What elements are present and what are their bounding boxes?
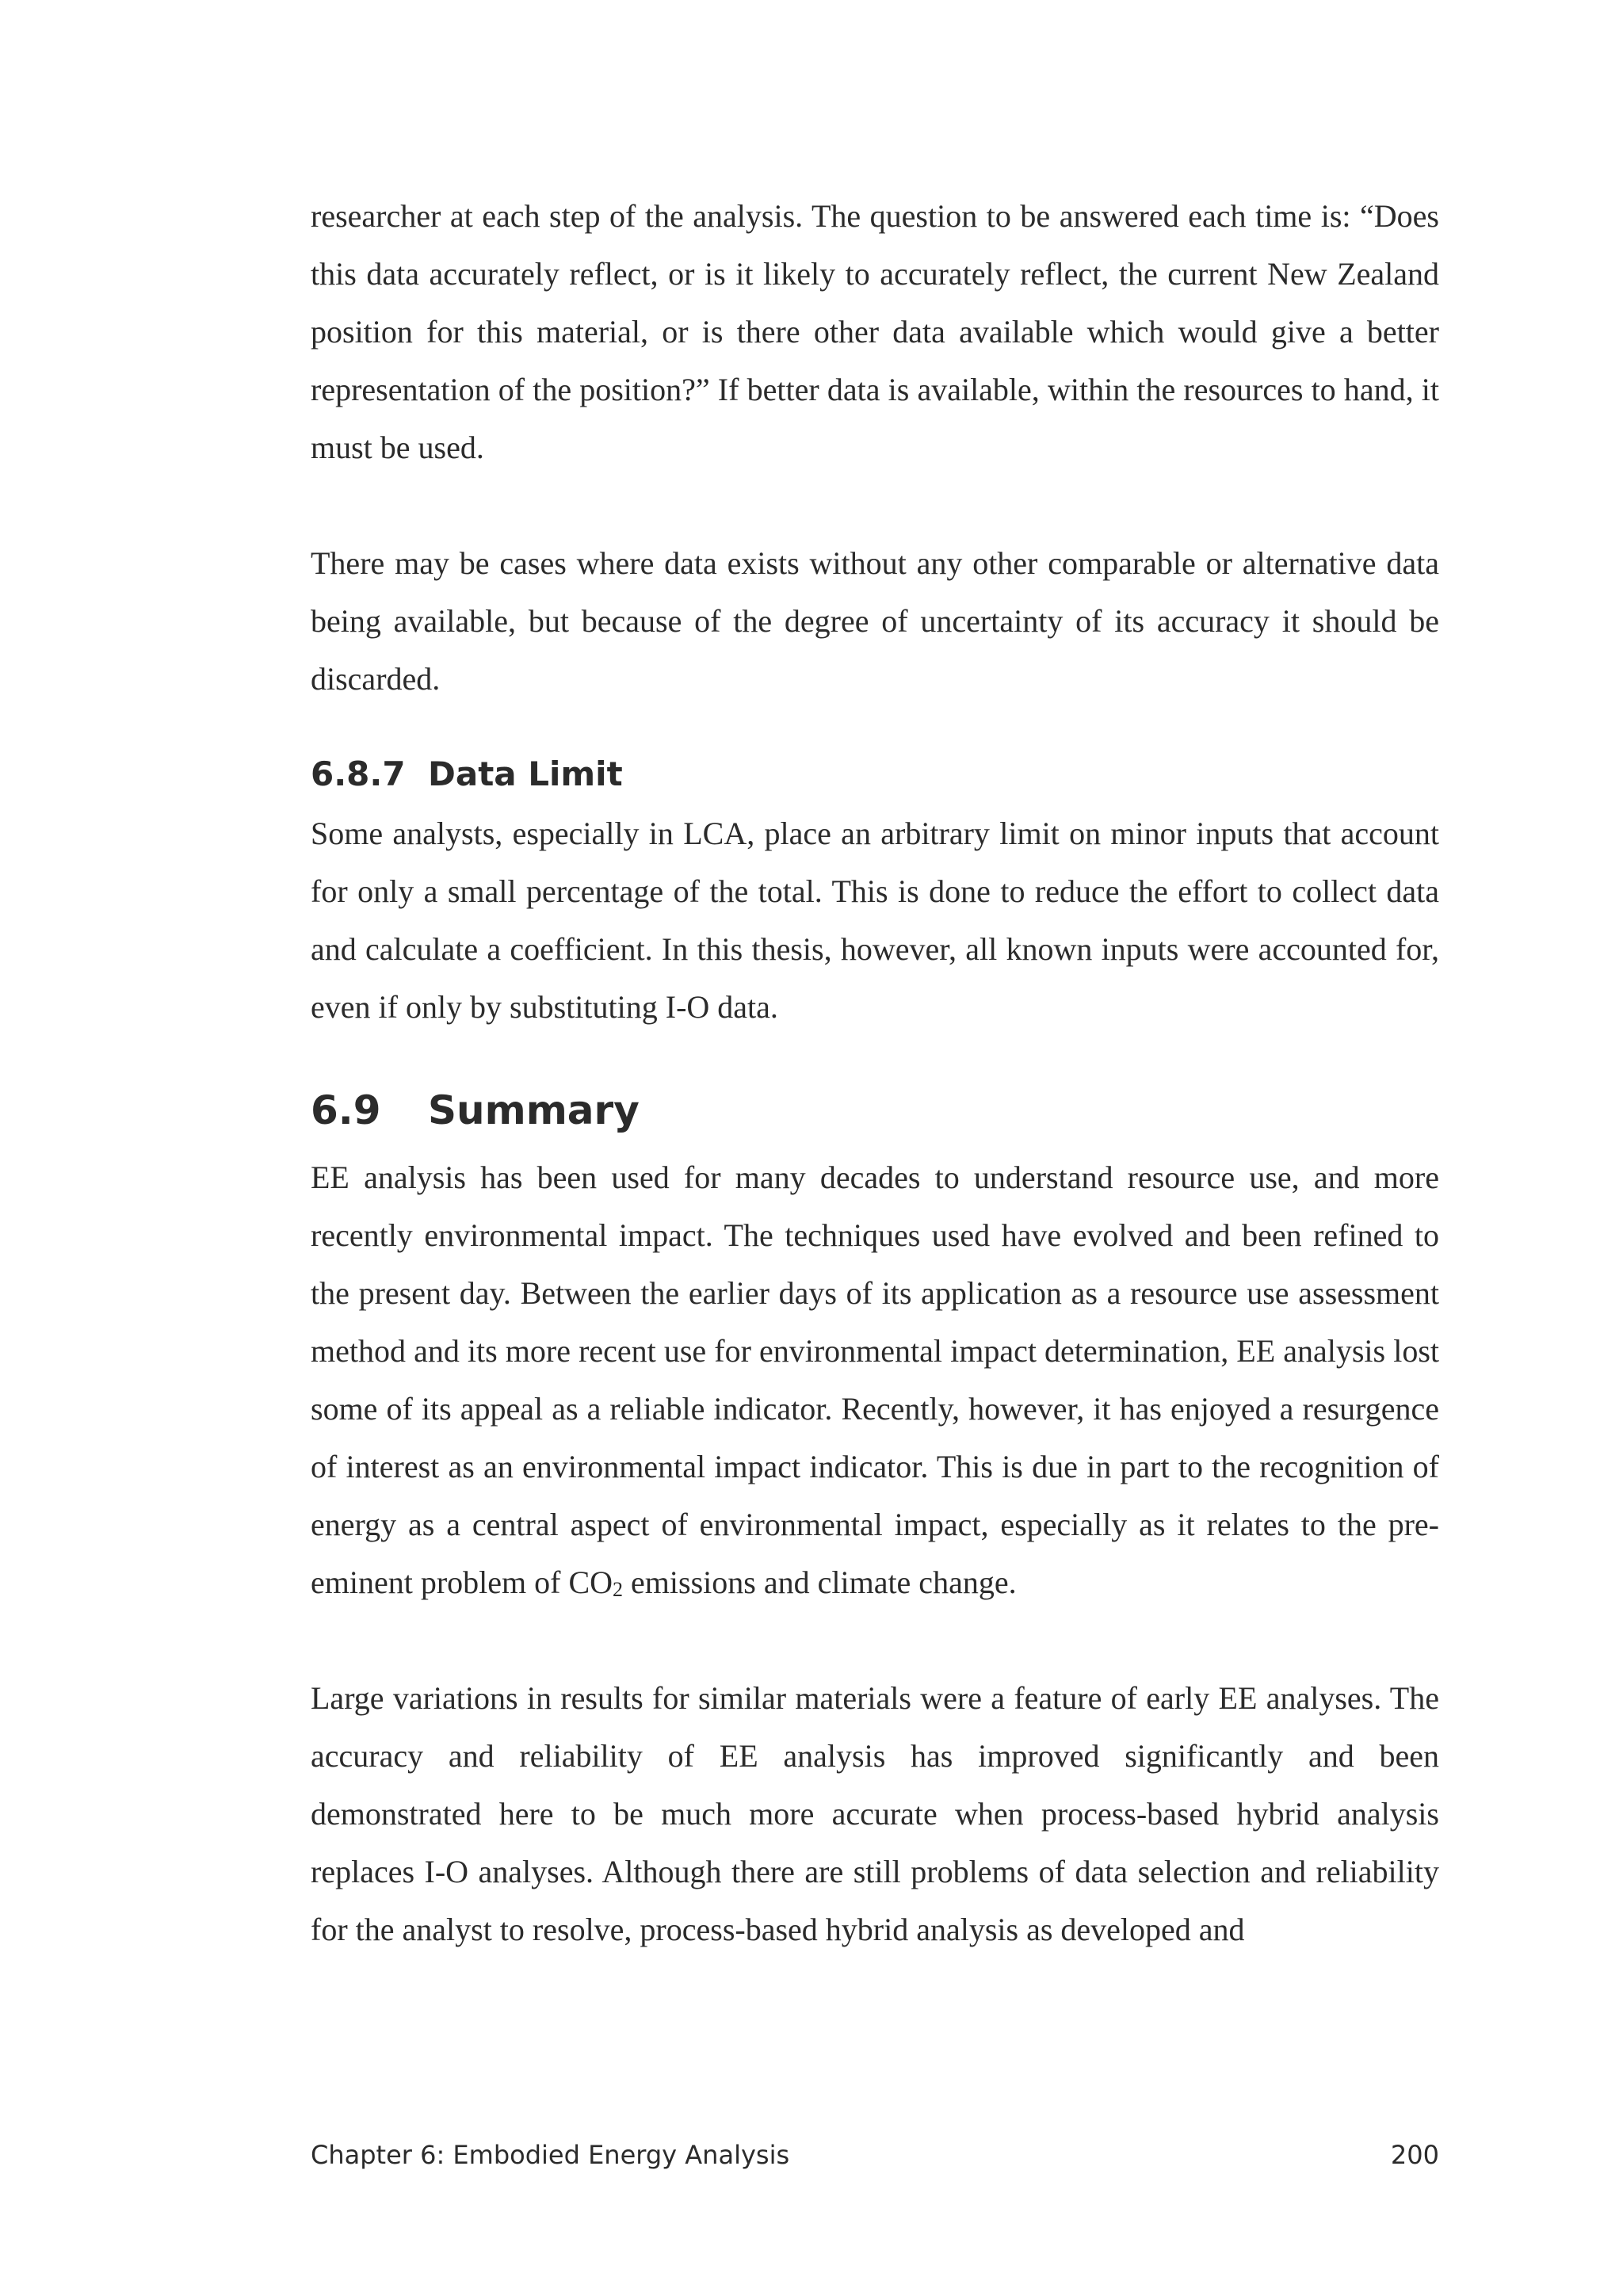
paragraph-research-question: researcher at each step of the analysis. The question to be answered each time is: “Does this data accurately reflect, or is it likely to accurately reflect, the current New Zealand position for this material, or is there other data available which would give a better representation of the position?” If better data is available, within the resources to hand, it must be used. bbox=[311, 198, 1439, 465]
section-number: 6.9 bbox=[311, 1087, 381, 1133]
page-footer bbox=[311, 2140, 1439, 2170]
footer-chapter-title: Chapter 6: Embodied Energy Analysis bbox=[311, 2140, 790, 2170]
page-content bbox=[311, 187, 1439, 1958]
subsection-heading bbox=[311, 751, 1439, 798]
subsection-title: Data Limit bbox=[428, 755, 623, 793]
co2-subscript: 2 bbox=[613, 1578, 624, 1601]
footer-page-number: 200 bbox=[1390, 2140, 1439, 2170]
section-heading bbox=[311, 1083, 1439, 1137]
paragraph-variations: Large variations in results for similar materials were a feature of early EE analyses. The accuracy and reliability of EE analysis has improved significantly and been demonstrated here to be much more accurate when process-based hybrid analysis replaces I-O analyses. Although there are still problems of data selection and reliability for the analyst to resolve, process-based hybrid analysis as developed and bbox=[311, 1680, 1439, 1947]
paragraph-data-limit: Some analysts, especially in LCA, place an arbitrary limit on minor inputs that account for only a small percentage of the total. This is done to reduce the effort to collect data and calculate a coefficient. In this thesis, however, all known inputs were accounted for, even if only by substituting I-O data. bbox=[311, 816, 1439, 1025]
paragraph-gap bbox=[311, 476, 1439, 534]
paragraph-gap bbox=[311, 1611, 1439, 1669]
summary-text-before: EE analysis has been used for many decades to understand resource use, and more recently environmental impact. The techniques used have evolved and been refined to the present day. Between the earlier days of its application as a resource use assessment method and its more recent use for environmental impact determination, EE analysis lost some of its appeal as a reliable indicator. Recently, however, it has enjoyed a resurgence of interest as an environmental impact indicator. This is due in part to the recognition of energy as a central aspect of environmental impact, especially as it relates to the pre-eminent problem of CO bbox=[311, 1159, 1439, 1600]
paragraph-discard-data: There may be cases where data exists without any other comparable or alternative data being available, but because of the degree of uncertainty of its accuracy it should be discarded. bbox=[311, 545, 1439, 697]
summary-text-after: emissions and climate change. bbox=[623, 1564, 1017, 1600]
paragraph-summary-ee bbox=[311, 1148, 1439, 1611]
subsection-number: 6.8.7 bbox=[311, 755, 406, 793]
section-title: Summary bbox=[428, 1087, 640, 1133]
